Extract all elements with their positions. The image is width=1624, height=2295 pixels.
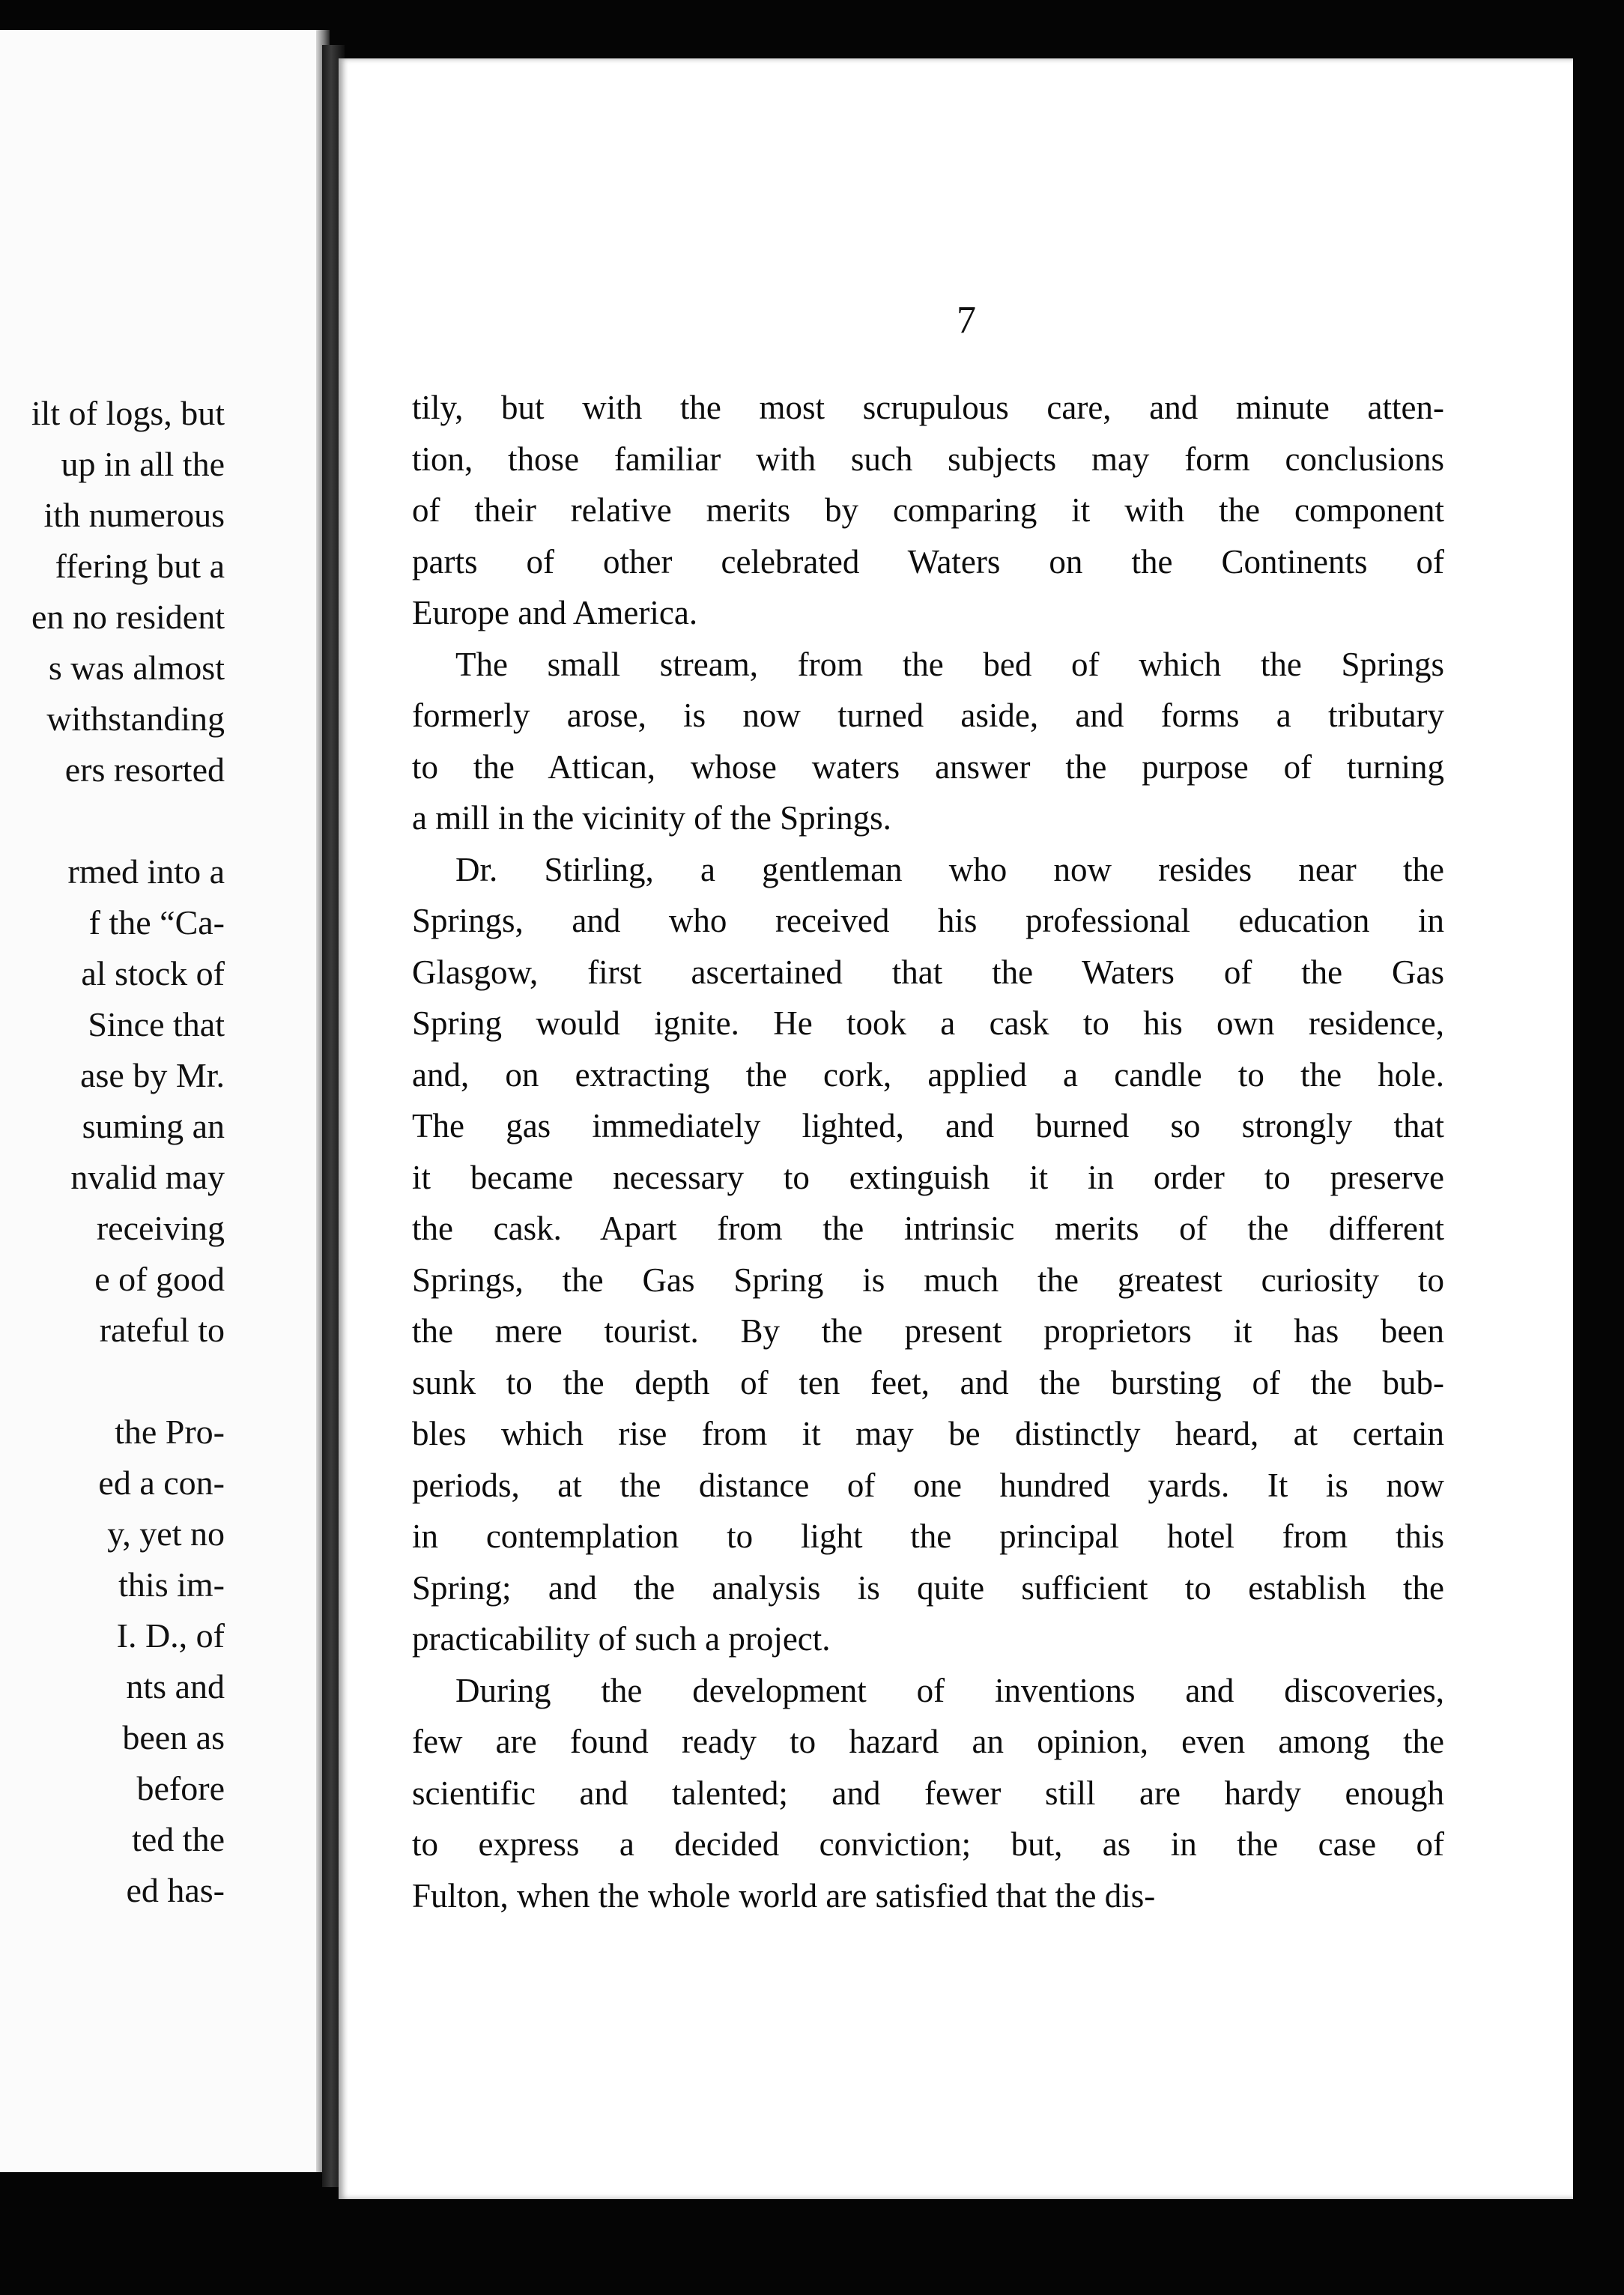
left-page-line: en no resident [31, 598, 225, 636]
left-page-line: receiving [96, 1209, 225, 1247]
left-page-line: y, yet no [107, 1515, 225, 1553]
text-line: scientific and talented; and fewer still are hardy enough [412, 1774, 1444, 1812]
paragraph [412, 844, 1444, 1665]
paragraph [412, 639, 1444, 844]
left-page-line: nvalid may [70, 1158, 225, 1196]
text-line: it became necessary to extinguish it in order to preserve [412, 1158, 1444, 1196]
text-line: Spring would ignite. He took a cask to his own residence, [412, 1004, 1444, 1042]
left-page-line: rateful to [99, 1311, 225, 1349]
text-line: a mill in the vicinity of the Springs. [412, 799, 891, 837]
left-page-line: s was almost [48, 649, 225, 687]
text-line: few are found ready to hazard an opinion, even among the [412, 1723, 1444, 1760]
text-line: The gas immediately lighted, and burned so strongly that [412, 1107, 1444, 1145]
text-line: Europe and America. [412, 594, 698, 631]
left-page-line: been as [122, 1718, 225, 1756]
paragraph [412, 382, 1444, 639]
left-page-line: rmed into a [67, 852, 225, 891]
text-line: practicability of such a project. [412, 1620, 831, 1658]
text-line: the cask. Apart from the intrinsic merits of the different [412, 1210, 1444, 1247]
left-page-line: Since that [88, 1005, 225, 1043]
left-page-line: ilt of logs, but [31, 394, 225, 432]
text-line: to the Attican, whose waters answer the purpose of turning [412, 748, 1444, 786]
text-line: tion, those familiar with such subjects may form conclusions [412, 440, 1444, 478]
left-page-line: up in all the [61, 445, 225, 483]
text-line: in contemplation to light the principal hotel from this [412, 1518, 1444, 1555]
text-line: of their relative merits by comparing it with the component [412, 491, 1444, 529]
left-page-line: ase by Mr. [80, 1056, 225, 1094]
left-page-line: ers resorted [64, 751, 225, 789]
text-line: Fulton, when the whole world are satisfied that the dis- [412, 1876, 1156, 1914]
text-line: Glasgow, first ascertained that the Waters of the Gas [412, 953, 1444, 991]
left-page-line [0, 1356, 225, 1407]
text-line: Springs, the Gas Spring is much the greatest curiosity to [412, 1261, 1444, 1299]
left-facing-page [0, 30, 330, 2172]
left-page-line: ffering but a [55, 547, 225, 585]
text-line: Spring; and the analysis is quite sufficient to establish the [412, 1568, 1444, 1607]
left-page-line: this im- [118, 1565, 225, 1604]
left-page-line: al stock of [81, 954, 225, 992]
text-line: to express a decided conviction; but, as in the case of [412, 1825, 1444, 1863]
text-line: and, on extracting the cork, applied a candle to the hole. [412, 1055, 1444, 1094]
text-line: tily, but with the most scrupulous care, and minute atten- [412, 389, 1444, 426]
text-line: The small stream, from the bed of which the Springs [455, 645, 1444, 683]
text-line: periods, at the distance of one hundred yards. It is now [412, 1466, 1444, 1504]
text-line: parts of other celebrated Waters on the Continents of [412, 542, 1444, 580]
left-page-line: suming an [82, 1107, 225, 1145]
left-page-line: ith numerous [43, 496, 225, 534]
right-page [339, 58, 1573, 2199]
text-line: formerly arose, is now turned aside, and forms a tributary [412, 697, 1444, 734]
left-page-line: I. D., of [116, 1616, 225, 1655]
text-line: bles which rise from it may be distinctly heard, at certain [412, 1415, 1444, 1452]
text-line: sunk to the depth of ten feet, and the bursting of the bub- [412, 1363, 1444, 1401]
left-page-line: withstanding [46, 700, 225, 738]
left-page-line: ed has- [126, 1871, 225, 1909]
left-page-line [0, 795, 225, 846]
left-page-line: f the “Ca- [88, 903, 225, 942]
left-page-line: e of good [94, 1260, 225, 1298]
page-number: 7 [957, 299, 976, 342]
text-line: the mere tourist. By the present proprietors it has been [412, 1312, 1444, 1350]
left-page-text [0, 388, 225, 1916]
left-page-line: ed a con- [98, 1464, 225, 1502]
text-line: Springs, and who received his professional education in [412, 902, 1444, 939]
left-page-line: ted the [132, 1820, 225, 1858]
text-line: During the development of inventions and discoveries, [455, 1671, 1444, 1709]
paragraph [412, 1665, 1444, 1922]
left-page-line: before [136, 1769, 225, 1807]
text-line: Dr. Stirling, a gentleman who now resides near the [455, 850, 1444, 888]
body-text [412, 382, 1444, 1921]
left-page-line: the Pro- [115, 1413, 225, 1451]
left-page-line: nts and [126, 1667, 225, 1706]
